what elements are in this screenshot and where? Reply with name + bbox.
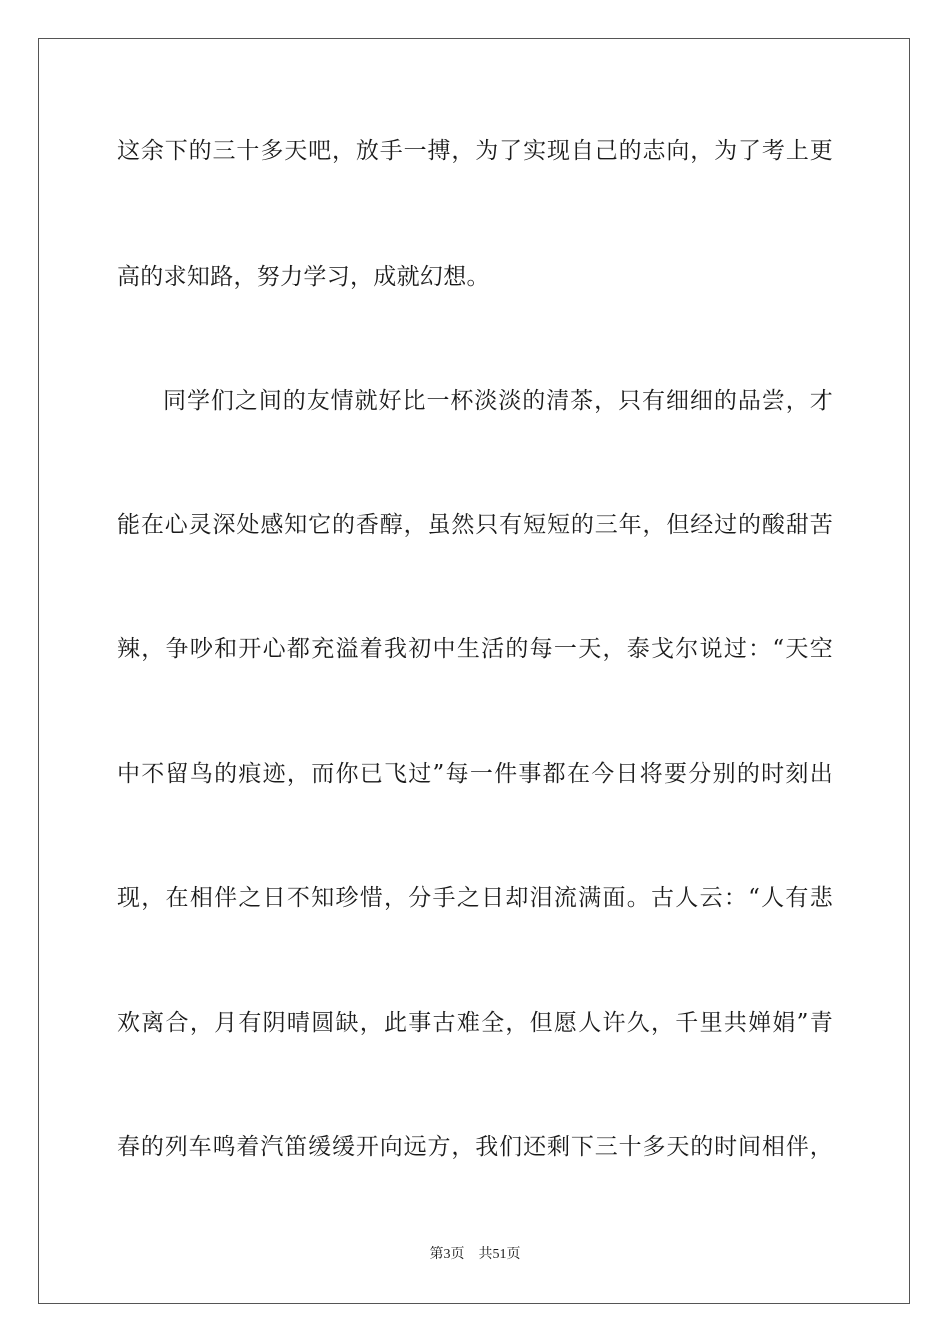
text-line-4: 能在心灵深处感知它的香醇，虽然只有短短的三年，但经过的酸甜苦 [117, 512, 833, 538]
text-line-9: 春的列车鸣着汽笛缓缓开向远方，我们还剩下三十多天的时间相伴， [117, 1134, 833, 1160]
page-border [38, 38, 910, 1304]
text-line-3: 同学们之间的友情就好比一杯淡淡的清茶，只有细细的品尝，才 [163, 388, 833, 414]
text-line-2: 高的求知路，努力学习，成就幻想。 [117, 264, 490, 290]
text-line-8: 欢离合，月有阴晴圆缺，此事古难全，但愿人许久，千里共婵娟”青 [117, 1010, 833, 1036]
page-number: 第3页 [429, 1247, 465, 1262]
page-total: 共51页 [478, 1247, 521, 1262]
text-line-6: 中不留鸟的痕迹，而你已飞过”每一件事都在今日将要分别的时刻出 [117, 761, 833, 787]
text-line-1: 这余下的三十多天吧，放手一搏，为了实现自己的志向，为了考上更 [117, 138, 833, 164]
page-footer [0, 1246, 950, 1264]
text-line-5: 辣，争吵和开心都充溢着我初中生活的每一天，泰戈尔说过：“天空 [117, 636, 833, 662]
text-line-7: 现，在相伴之日不知珍惜，分手之日却泪流满面。古人云：“人有悲 [117, 885, 833, 911]
